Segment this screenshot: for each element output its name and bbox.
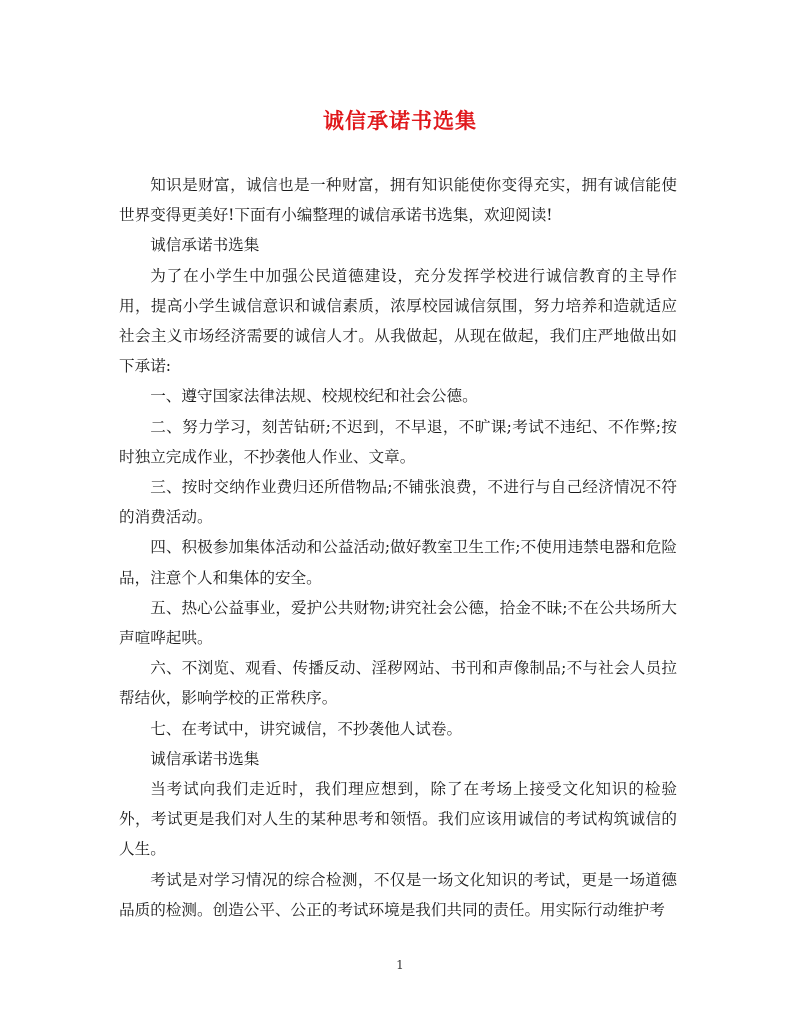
- pledge-item-5: 五、热心公益事业，爱护公共财物;讲究社会公德，拾金不昧;不在公共场所大声喧哗起哄。: [119, 598, 677, 648]
- pledge-item-7: 七、在考试中，讲究诚信，不抄袭他人试卷。: [150, 719, 463, 738]
- exam-paragraph-2: 考试是对学习情况的综合检测，不仅是一场文化知识的考试，更是一场道德品质的检测。创造公平、公正的考试环境是我们共同的责任。用实际行动维护考: [119, 870, 677, 919]
- pledge-item-1: 一、遵守国家法律法规、校规校纪和社会公德。: [150, 387, 478, 406]
- pledge-item-2: 二、努力学习，刻苦钻研;不迟到，不早退，不旷课;考试不违纪、不作弊;按时独立完成作业，不抄袭他人作业、文章。: [119, 417, 677, 466]
- document-body: [119, 170, 677, 925]
- pledge-item-4: 四、积极参加集体活动和公益活动;做好教室卫生工作;不使用违禁电器和危险品，注意个人和集体的安全。: [119, 538, 677, 587]
- pledge-item-6: 六、不浏览、观看、传播反动、淫秽网站、书刊和声像制品;不与社会人员拉帮结伙，影响学校的正常秩序。: [119, 659, 677, 708]
- document-title: 诚信承诺书选集: [323, 108, 477, 133]
- exam-paragraph-1: 当考试向我们走近时，我们理应想到，除了在考场上接受文化知识的检验外，考试更是我们对人生的某种思考和领悟。我们应该用诚信的考试构筑诚信的人生。: [119, 780, 677, 859]
- pledge-intro-paragraph: 为了在小学生中加强公民道德建设，充分发挥学校进行诚信教育的主导作用，提高小学生诚信意识和诚信素质，浓厚校园诚信氛围，努力培养和造就适应社会主义市场经济需要的诚信人才。从我做起，从现在做起，我们庄严地做出如下承诺:: [119, 266, 677, 376]
- intro-paragraph: 知识是财富，诚信也是一种财富，拥有知识能使你变得充实，拥有诚信能使世界变得更美好!下面有小编整理的诚信承诺书选集，欢迎阅读!: [119, 176, 677, 225]
- section-heading-2: 诚信承诺书选集: [150, 749, 260, 768]
- page-number: 1: [396, 958, 404, 972]
- section-heading-1: 诚信承诺书选集: [150, 236, 260, 255]
- pledge-item-3: 三、按时交纳作业费归还所借物品;不铺张浪费，不进行与自己经济情况不符的消费活动。: [119, 478, 677, 527]
